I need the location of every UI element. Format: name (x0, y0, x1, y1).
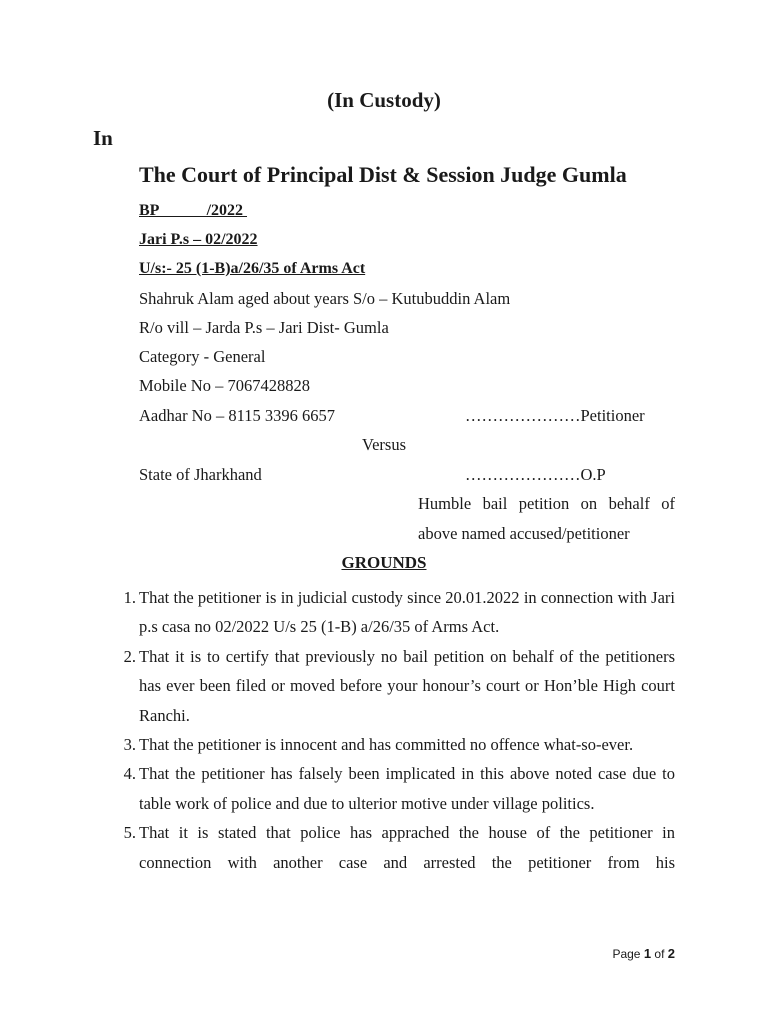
respondent-name: State of Jharkhand (139, 465, 262, 484)
in-heading: In (93, 126, 113, 150)
page-number-footer (612, 946, 675, 961)
grounds-heading: GROUNDS (341, 553, 427, 572)
sections-of-law: U/s:- 25 (1-B)a/26/35 of Arms Act (139, 260, 366, 277)
respondent-role: …………………O.P (465, 465, 606, 484)
humble-petition-line-2: above named accused/petitioner (418, 524, 630, 543)
ground-text: That the petitioner is innocent and has committed no offence what-so-ever. (139, 735, 634, 755)
ground-number: 5. (123, 823, 136, 843)
police-station-case: Jari P.s – 02/2022 (139, 231, 258, 248)
ground-item (0, 642, 768, 730)
petitioner-aadhar: Aadhar No – 8115 3396 6657 (139, 406, 335, 425)
humble-petition-line-1 (418, 494, 675, 514)
of-word: of (654, 947, 665, 961)
court-name-heading: The Court of Principal Dist & Session Judge Gumla (139, 162, 627, 187)
ground-text: That the petitioner has falsely been implicated in this above noted case due to table work of police and due to ulterior motive under village politics. (139, 764, 675, 813)
bail-petition-number: BP /2022 (139, 202, 248, 219)
ground-number: 2. (123, 646, 136, 666)
versus-label: Versus (362, 435, 406, 454)
custody-status-heading: (In Custody) (327, 88, 441, 112)
petitioner-role: …………………Petitioner (465, 406, 645, 425)
ground-text: That the petitioner is in judicial custody since 20.01.2022 in connection with Jari p.s casa no 02/2022 U/s 25 (1-B) a/26/35 of Arms Act. (139, 588, 675, 637)
petitioner-mobile: Mobile No – 7067428828 (139, 376, 310, 395)
ground-item (0, 818, 768, 877)
total-pages: 2 (667, 946, 675, 961)
ground-number: 1. (123, 588, 136, 607)
ground-item (0, 730, 768, 759)
current-page: 1 (643, 946, 652, 961)
ground-text: That it is stated that police has apprached the house of the petitioner in connection with another case and arrested the petitioner from his (139, 823, 675, 872)
grounds-list (0, 583, 768, 877)
page-word: Page (612, 947, 641, 961)
petitioner-address: R/o vill – Jarda P.s – Jari Dist- Gumla (139, 318, 389, 337)
ground-text: That it is to certify that previously no bail petition on behalf of the petitioners has ever been filed or moved before your honour’s court or Hon’ble High court Ranchi. (139, 646, 675, 725)
petitioner-category: Category - General (139, 347, 266, 366)
ground-number: 3. (123, 735, 136, 755)
humble-petition-text-1: Humble bail petition on behalf of (418, 494, 675, 513)
ground-number: 4. (123, 764, 136, 784)
petitioner-name-line: Shahruk Alam aged about years S/o – Kutubuddin Alam (139, 289, 511, 308)
ground-item (0, 759, 768, 818)
ground-item (0, 583, 768, 642)
